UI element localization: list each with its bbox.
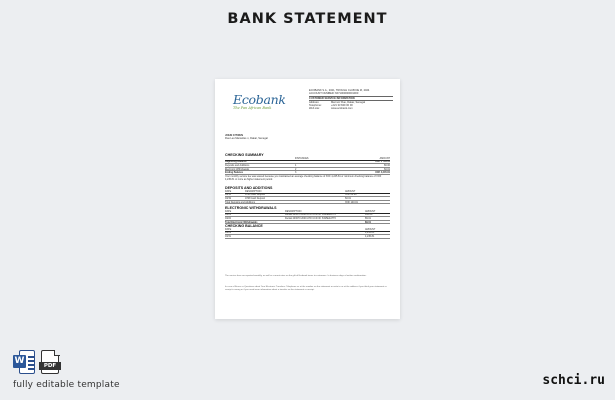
customer-block <box>225 134 268 141</box>
cell: 03/19 <box>225 196 231 200</box>
deposits-title: DEPOSITS AND ADDITIONS <box>225 186 273 190</box>
pdf-icon <box>39 350 61 374</box>
cell: XOF 80.00 <box>345 193 357 197</box>
cell: Dental 203070 2000 ATO CCD ID: 8195E4ATTF <box>285 213 337 217</box>
header-cell: AMOUNT <box>379 156 390 160</box>
withdrawals-section <box>225 206 390 224</box>
cell: 89.01 <box>365 220 371 224</box>
summary-title: CHECKING SUMMARY <box>225 153 264 157</box>
cell: 4,245.81 <box>365 231 375 235</box>
info-row <box>309 107 393 110</box>
cell: 03/31 <box>225 234 231 238</box>
info-key: Telephone: <box>309 104 322 108</box>
format-icons <box>13 350 61 374</box>
checking-summary <box>225 153 390 181</box>
cell: Deposits and Additions <box>225 163 250 167</box>
cell: 80.00 <box>384 163 390 167</box>
cell: 2 <box>295 167 297 171</box>
footer-note-2: In case of Errors or Questions about Your Electronic Transfers: Telephone us at the number on the statement or write to us at the address if you think your statement or receipt is wrong or if you need more information about a transfer on the statement or receipt. <box>225 286 387 291</box>
header-cell: DESCRIPTION <box>245 189 262 193</box>
editable-caption: fully editable template <box>13 380 120 390</box>
table-row <box>225 235 390 239</box>
info-key: Address: <box>309 100 320 104</box>
withdrawals-title: ELECTRONIC WITHDRAWALS <box>225 206 277 210</box>
info-line-2: ACCOUNT NUMBER: 6671000000001000 <box>309 92 393 96</box>
cell: 03/29 <box>225 231 231 235</box>
info-value: +221 33 849 00 00 <box>331 104 353 108</box>
cell: 03/21 <box>225 213 231 217</box>
cell: Total Electronic Withdrawals <box>225 220 258 224</box>
logo-tagline: The Pan African Bank <box>233 106 272 110</box>
cell: Ending Balance <box>225 171 243 175</box>
cell: 60.01 <box>345 196 351 200</box>
header-cell: DESCRIPTION <box>285 209 302 213</box>
header-cell: AMOUNT <box>365 227 376 231</box>
cell: ATM Cash Deposit <box>245 196 265 200</box>
header-cell: INSTANCES <box>295 156 309 160</box>
pdf-badge: PDF <box>39 362 61 370</box>
cell: 1 <box>295 163 297 167</box>
summary-note: Your monthly service fee was waived because you maintained an average checking balance of XOF 4,245.81 or minimum checking balance of XOF 4,245.81 or more as higher statement period. <box>225 174 382 182</box>
table-row <box>225 201 390 205</box>
cell: 03/22 <box>225 216 231 220</box>
header-cell: DATE <box>225 189 232 193</box>
cell: XOF 4,245.81 <box>375 171 390 175</box>
word-badge: W <box>14 356 25 366</box>
bank-info-block <box>309 89 393 111</box>
cell: Total Deposits and Additions <box>225 200 256 204</box>
cell: Beginning Balance <box>225 160 247 164</box>
word-icon <box>13 350 35 374</box>
logo-name: Ecobank <box>233 92 286 107</box>
customer-name: JOHN CITIZEN <box>225 134 244 137</box>
header-cell: AMOUNT <box>345 189 356 193</box>
deposits-section <box>225 186 390 204</box>
cell: 60.01 <box>384 167 390 171</box>
site-brand: schci.ru <box>542 373 605 388</box>
balance-title: CHECKING BALANCE <box>225 224 263 228</box>
bank-logo <box>233 92 286 110</box>
cell: 3 <box>295 171 297 175</box>
footer-note-1: The service fees are reported monthly, as well as current rates on the gift of Ecobank terms to customers. In business days of written confirmation. <box>225 275 367 277</box>
header-cell: DATE <box>225 227 232 231</box>
customer-address: Rue Les Mamelles n, Dakar, Senegal <box>225 137 268 141</box>
balance-section <box>225 224 390 239</box>
header-cell: AMOUNT <box>365 209 376 213</box>
cell: 106.00 <box>365 213 373 217</box>
cell: ATM Cash Deposit <box>245 193 265 197</box>
cell: 03/15 <box>225 193 231 197</box>
cell: 89.01 <box>365 216 371 220</box>
header-cell: DATE <box>225 209 232 213</box>
cell: XOF 140.01 <box>345 200 358 204</box>
cell: Electronic Withdrawals <box>225 167 250 171</box>
page-title: BANK STATEMENT <box>227 11 388 27</box>
info-value: www.ecobank.com <box>331 107 353 111</box>
info-value: Mermoz Rue, Dakar, Senegal <box>331 100 366 104</box>
cell: 4,245.81 <box>365 234 375 238</box>
info-line-1: ECOBANK S.A., 2021, TROUGH CLUB DE ZI, 2024 <box>309 89 370 92</box>
info-key: Web site: <box>309 107 320 111</box>
cell: Dental 203070 2000 ATO CCD ID: 8195E4ATTF <box>285 216 337 220</box>
info-line-3: CUSTOMER SERVICE INFORMATION <box>309 97 393 101</box>
bank-statement-document <box>215 79 400 319</box>
cell: XOF 1 730.04 <box>375 160 390 164</box>
